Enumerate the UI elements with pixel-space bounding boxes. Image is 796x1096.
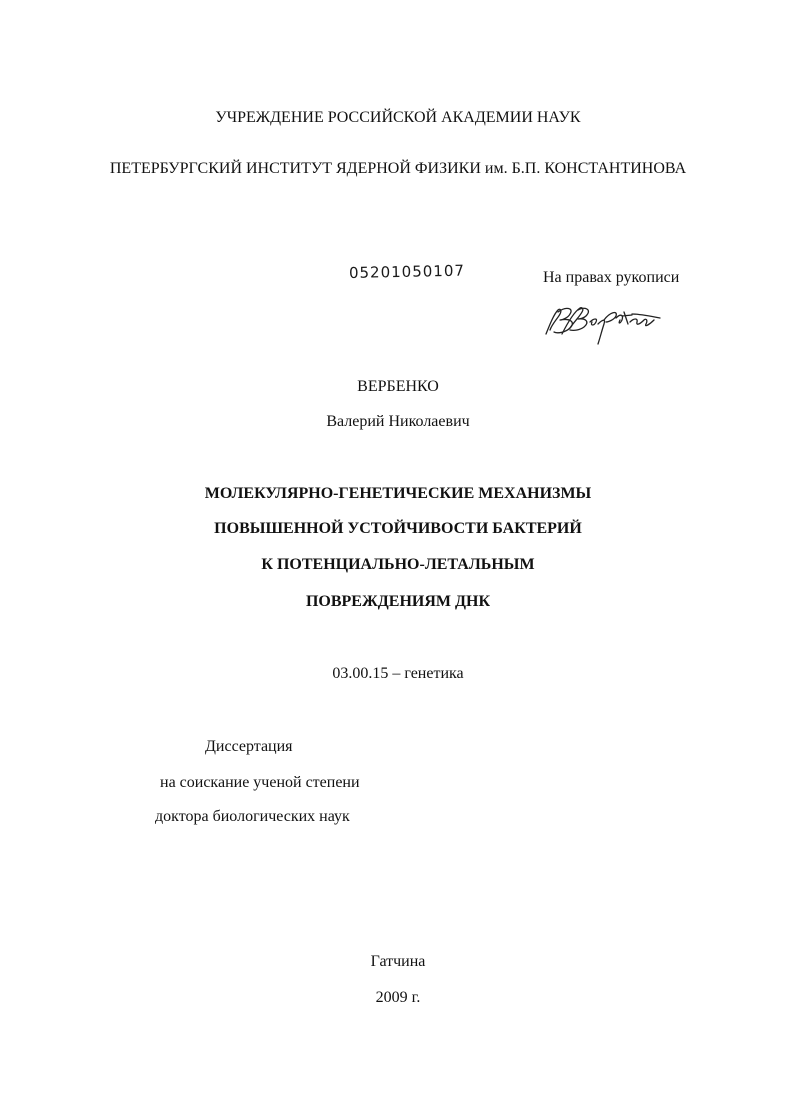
author-surname: ВЕРБЕНКО <box>357 378 439 395</box>
title-line: МОЛЕКУЛЯРНО-ГЕНЕТИЧЕСКИЕ МЕХАНИЗМЫ <box>204 485 592 502</box>
degree-line: Диссертация <box>205 738 293 755</box>
title-line: ПОВЫШЕННОЙ УСТОЙЧИВОСТИ БАКТЕРИЙ <box>214 520 582 537</box>
institution-heading: УЧРЕЖДЕНИЕ РОССИЙСКОЙ АКАДЕМИИ НАУК <box>215 109 581 126</box>
degree-line: на соискание ученой степени <box>160 774 360 791</box>
manuscript-note: На правах рукописи <box>543 269 680 286</box>
institute-heading: ПЕТЕРБУРГСКИЙ ИНСТИТУТ ЯДЕРНОЙ ФИЗИКИ им. Б.П. КОНСТАНТИНОВА <box>109 160 687 177</box>
city: Гатчина <box>370 953 426 970</box>
degree-line: доктора биологических наук <box>155 808 350 825</box>
title-line: ПОВРЕЖДЕНИЯМ ДНК <box>305 593 491 610</box>
specialty-code: 03.00.15 – генетика <box>332 665 464 682</box>
title-line: К ПОТЕНЦИАЛЬНО-ЛЕТАЛЬНЫМ <box>261 556 535 573</box>
author-name: Валерий Николаевич <box>326 413 470 430</box>
document-code: 05201050107 <box>348 261 466 282</box>
year: 2009 г. <box>375 989 421 1006</box>
handwritten-signature <box>540 300 665 348</box>
